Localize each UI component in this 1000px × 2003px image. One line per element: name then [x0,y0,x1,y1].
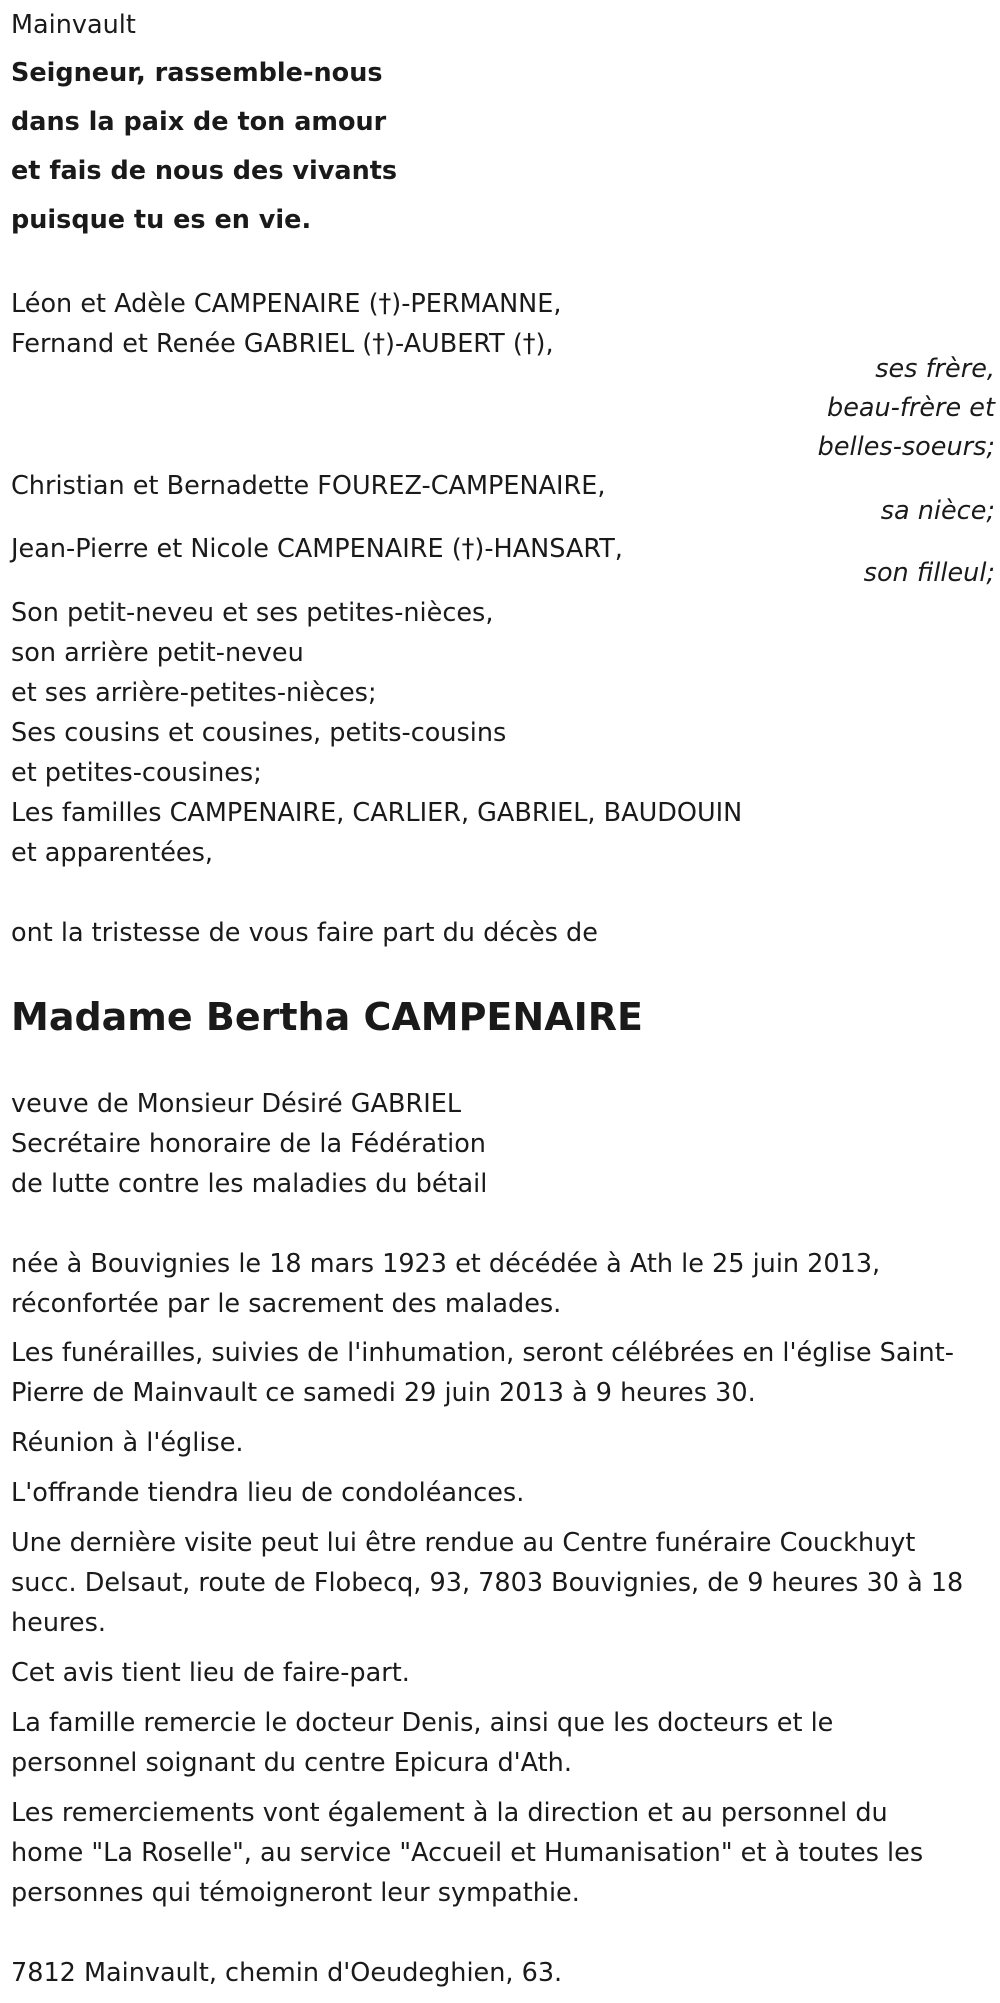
visit-line: heures. [11,1608,107,1638]
family-line: son arrière petit-neveu [11,638,304,668]
family-line: et petites-cousines; [11,758,262,788]
prayer-line: et fais de nous des vivants [11,156,398,186]
relation-label: son filleul; [863,558,995,588]
thanks-home-line: personnes qui témoigneront leur sympathie. [11,1878,580,1908]
thanks-doctors-line: La famille remercie le docteur Denis, ainsi que les docteurs et le [11,1708,834,1738]
family-line: Son petit-neveu et ses petites-nièces, [11,598,494,628]
deceased-name: Madame Bertha CAMPENAIRE [11,995,643,1039]
funeral-line: Pierre de Mainvault ce samedi 29 juin 2013 à 9 heures 30. [11,1378,756,1408]
thanks-doctors-line: personnel soignant du centre Epicura d'Ath. [11,1748,572,1778]
thanks-home-line: Les remerciements vont également à la direction et au personnel du [11,1798,888,1828]
birth-death-line: née à Bouvignies le 18 mars 1923 et décédée à Ath le 25 juin 2013, [11,1249,881,1279]
family-line: Ses cousins et cousines, petits-cousins [11,718,507,748]
funeral-line: Les funérailles, suivies de l'inhumation, seront célébrées en l'église Saint- [11,1338,954,1368]
prayer-line: Seigneur, rassemble-nous [11,58,383,88]
offering-line: L'offrande tiendra lieu de condoléances. [11,1478,525,1508]
relation-label: belles-soeurs; [817,432,995,462]
family-line: et apparentées, [11,838,213,868]
deceased-detail: Secrétaire honoraire de la Fédération [11,1129,486,1159]
location-heading: Mainvault [11,10,136,40]
relation-label: sa nièce; [880,496,995,526]
family-line: Les familles CAMPENAIRE, CARLIER, GABRIEL, BAUDOUIN [11,798,743,828]
prayer-line: puisque tu es en vie. [11,205,312,235]
deceased-detail: veuve de Monsieur Désiré GABRIEL [11,1089,462,1119]
family-line: et ses arrière-petites-nièces; [11,678,377,708]
notice-line: Cet avis tient lieu de faire-part. [11,1658,410,1688]
address-line: 7812 Mainvault, chemin d'Oeudeghien, 63. [11,1958,563,1988]
announcement: ont la tristesse de vous faire part du décès de [11,918,598,948]
godson-couple: Jean-Pierre et Nicole CAMPENAIRE (†)-HANSART, [11,534,623,564]
visit-line: succ. Delsaut, route de Flobecq, 93, 7803 Bouvignies, de 9 heures 30 à 18 [11,1568,964,1598]
meeting-line: Réunion à l'église. [11,1428,244,1458]
relation-label: beau-frère et [827,393,995,423]
sibling-couple: Léon et Adèle CAMPENAIRE (†)-PERMANNE, [11,289,562,319]
birth-death-line: réconfortée par le sacrement des malades. [11,1289,562,1319]
relation-label: ses frère, [875,354,995,384]
thanks-home-line: home "La Roselle", au service "Accueil et Humanisation" et à toutes les [11,1838,924,1868]
visit-line: Une dernière visite peut lui être rendue au Centre funéraire Couckhuyt [11,1528,916,1558]
niece-couple: Christian et Bernadette FOUREZ-CAMPENAIRE, [11,471,606,501]
prayer-line: dans la paix de ton amour [11,107,387,137]
sibling-couple: Fernand et Renée GABRIEL (†)-AUBERT (†), [11,329,554,359]
deceased-detail: de lutte contre les maladies du bétail [11,1169,488,1199]
